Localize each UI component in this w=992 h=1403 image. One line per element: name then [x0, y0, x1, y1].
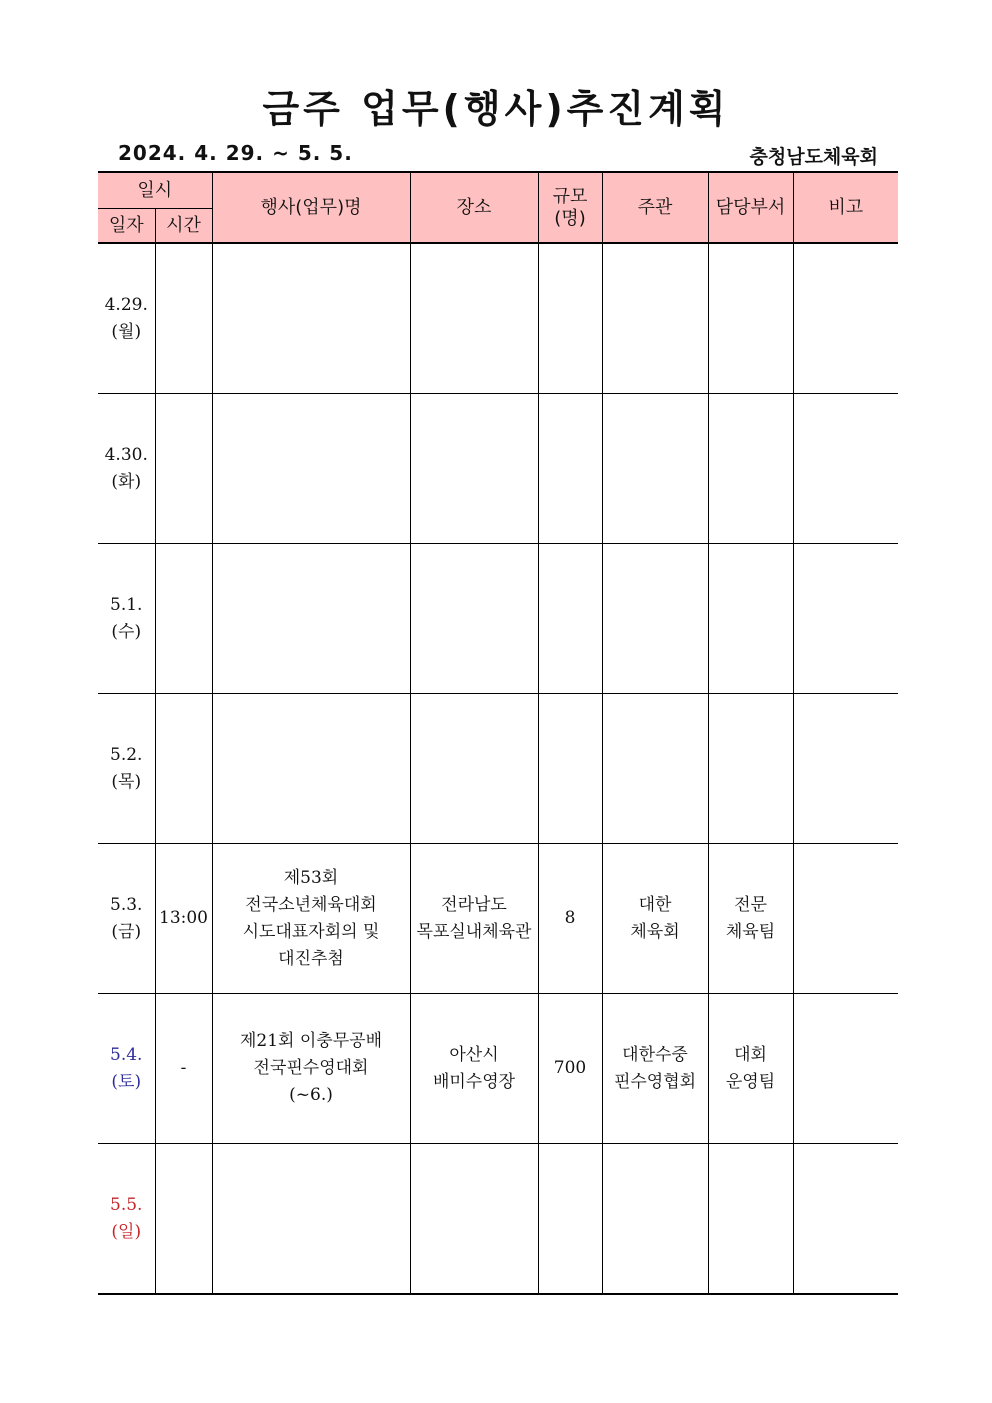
table-row: [98, 544, 898, 694]
time-cell: -: [155, 994, 212, 1144]
place-cell: [410, 394, 538, 544]
scale-cell: [538, 394, 602, 544]
event-cell: [212, 243, 410, 394]
host-cell: 대한 체육회: [602, 844, 708, 994]
dept-cell: 전문 체육팀: [708, 844, 793, 994]
table-row: [98, 844, 898, 994]
date-cell: 5.4. (토): [98, 994, 155, 1144]
place-cell: 전라남도 목포실내체육관: [410, 844, 538, 994]
host-cell: [602, 394, 708, 544]
event-cell: [212, 1144, 410, 1295]
event-cell: 제21회 이충무공배 전국핀수영대회 (~6.): [212, 994, 410, 1144]
dept-cell: [708, 544, 793, 694]
organization-name: 충청남도체육회: [749, 146, 878, 168]
dept-cell: [708, 1144, 793, 1295]
table-row: [98, 994, 898, 1144]
event-cell: [212, 544, 410, 694]
note-cell: [793, 844, 898, 994]
date-cell: 4.29. (월): [98, 243, 155, 394]
dept-cell: [708, 394, 793, 544]
place-cell: [410, 694, 538, 844]
table-row: [98, 394, 898, 544]
time-cell: [155, 394, 212, 544]
dept-cell: [708, 694, 793, 844]
date-cell: 5.5. (일): [98, 1144, 155, 1295]
scale-cell: [538, 1144, 602, 1295]
table-row: [98, 243, 898, 394]
note-cell: [793, 394, 898, 544]
header-place: 장소: [410, 172, 538, 243]
host-cell: [602, 1144, 708, 1295]
event-cell: [212, 694, 410, 844]
note-cell: [793, 694, 898, 844]
scale-cell: 8: [538, 844, 602, 994]
header-note: 비고: [793, 172, 898, 243]
note-cell: [793, 243, 898, 394]
time-cell: [155, 694, 212, 844]
header-datetime: 일시: [98, 172, 212, 209]
scale-cell: [538, 544, 602, 694]
table-row: [98, 694, 898, 844]
date-cell: 5.2. (목): [98, 694, 155, 844]
note-cell: [793, 1144, 898, 1295]
date-cell: 4.30. (화): [98, 394, 155, 544]
scale-cell: 700: [538, 994, 602, 1144]
place-cell: [410, 1144, 538, 1295]
date-cell: 5.3. (금): [98, 844, 155, 994]
time-cell: [155, 243, 212, 394]
place-cell: [410, 243, 538, 394]
host-cell: 대한수중 핀수영협회: [602, 994, 708, 1144]
place-cell: 아산시 배미수영장: [410, 994, 538, 1144]
host-cell: [602, 694, 708, 844]
table-row: [98, 1144, 898, 1295]
time-cell: [155, 1144, 212, 1295]
host-cell: [602, 544, 708, 694]
dept-cell: 대회 운영팀: [708, 994, 793, 1144]
note-cell: [793, 544, 898, 694]
scale-cell: [538, 243, 602, 394]
time-cell: [155, 544, 212, 694]
date-cell: 5.1. (수): [98, 544, 155, 694]
header-host: 주관: [602, 172, 708, 243]
header-time: 시간: [155, 209, 212, 244]
period-range: 2024. 4. 29. ~ 5. 5.: [118, 141, 353, 165]
event-cell: [212, 394, 410, 544]
header-scale: 규모 (명): [538, 172, 602, 243]
place-cell: [410, 544, 538, 694]
header-dept: 담당부서: [708, 172, 793, 243]
scale-cell: [538, 694, 602, 844]
schedule-table: [98, 171, 898, 1295]
header-date: 일자: [98, 209, 155, 244]
time-cell: 13:00: [155, 844, 212, 994]
header-event: 행사(업무)명: [212, 172, 410, 243]
note-cell: [793, 994, 898, 1144]
event-cell: 제53회 전국소년체육대회 시도대표자회의 및 대진추첨: [212, 844, 410, 994]
dept-cell: [708, 243, 793, 394]
page-title: 금주 업무(행사)추진계획: [262, 87, 730, 131]
host-cell: [602, 243, 708, 394]
